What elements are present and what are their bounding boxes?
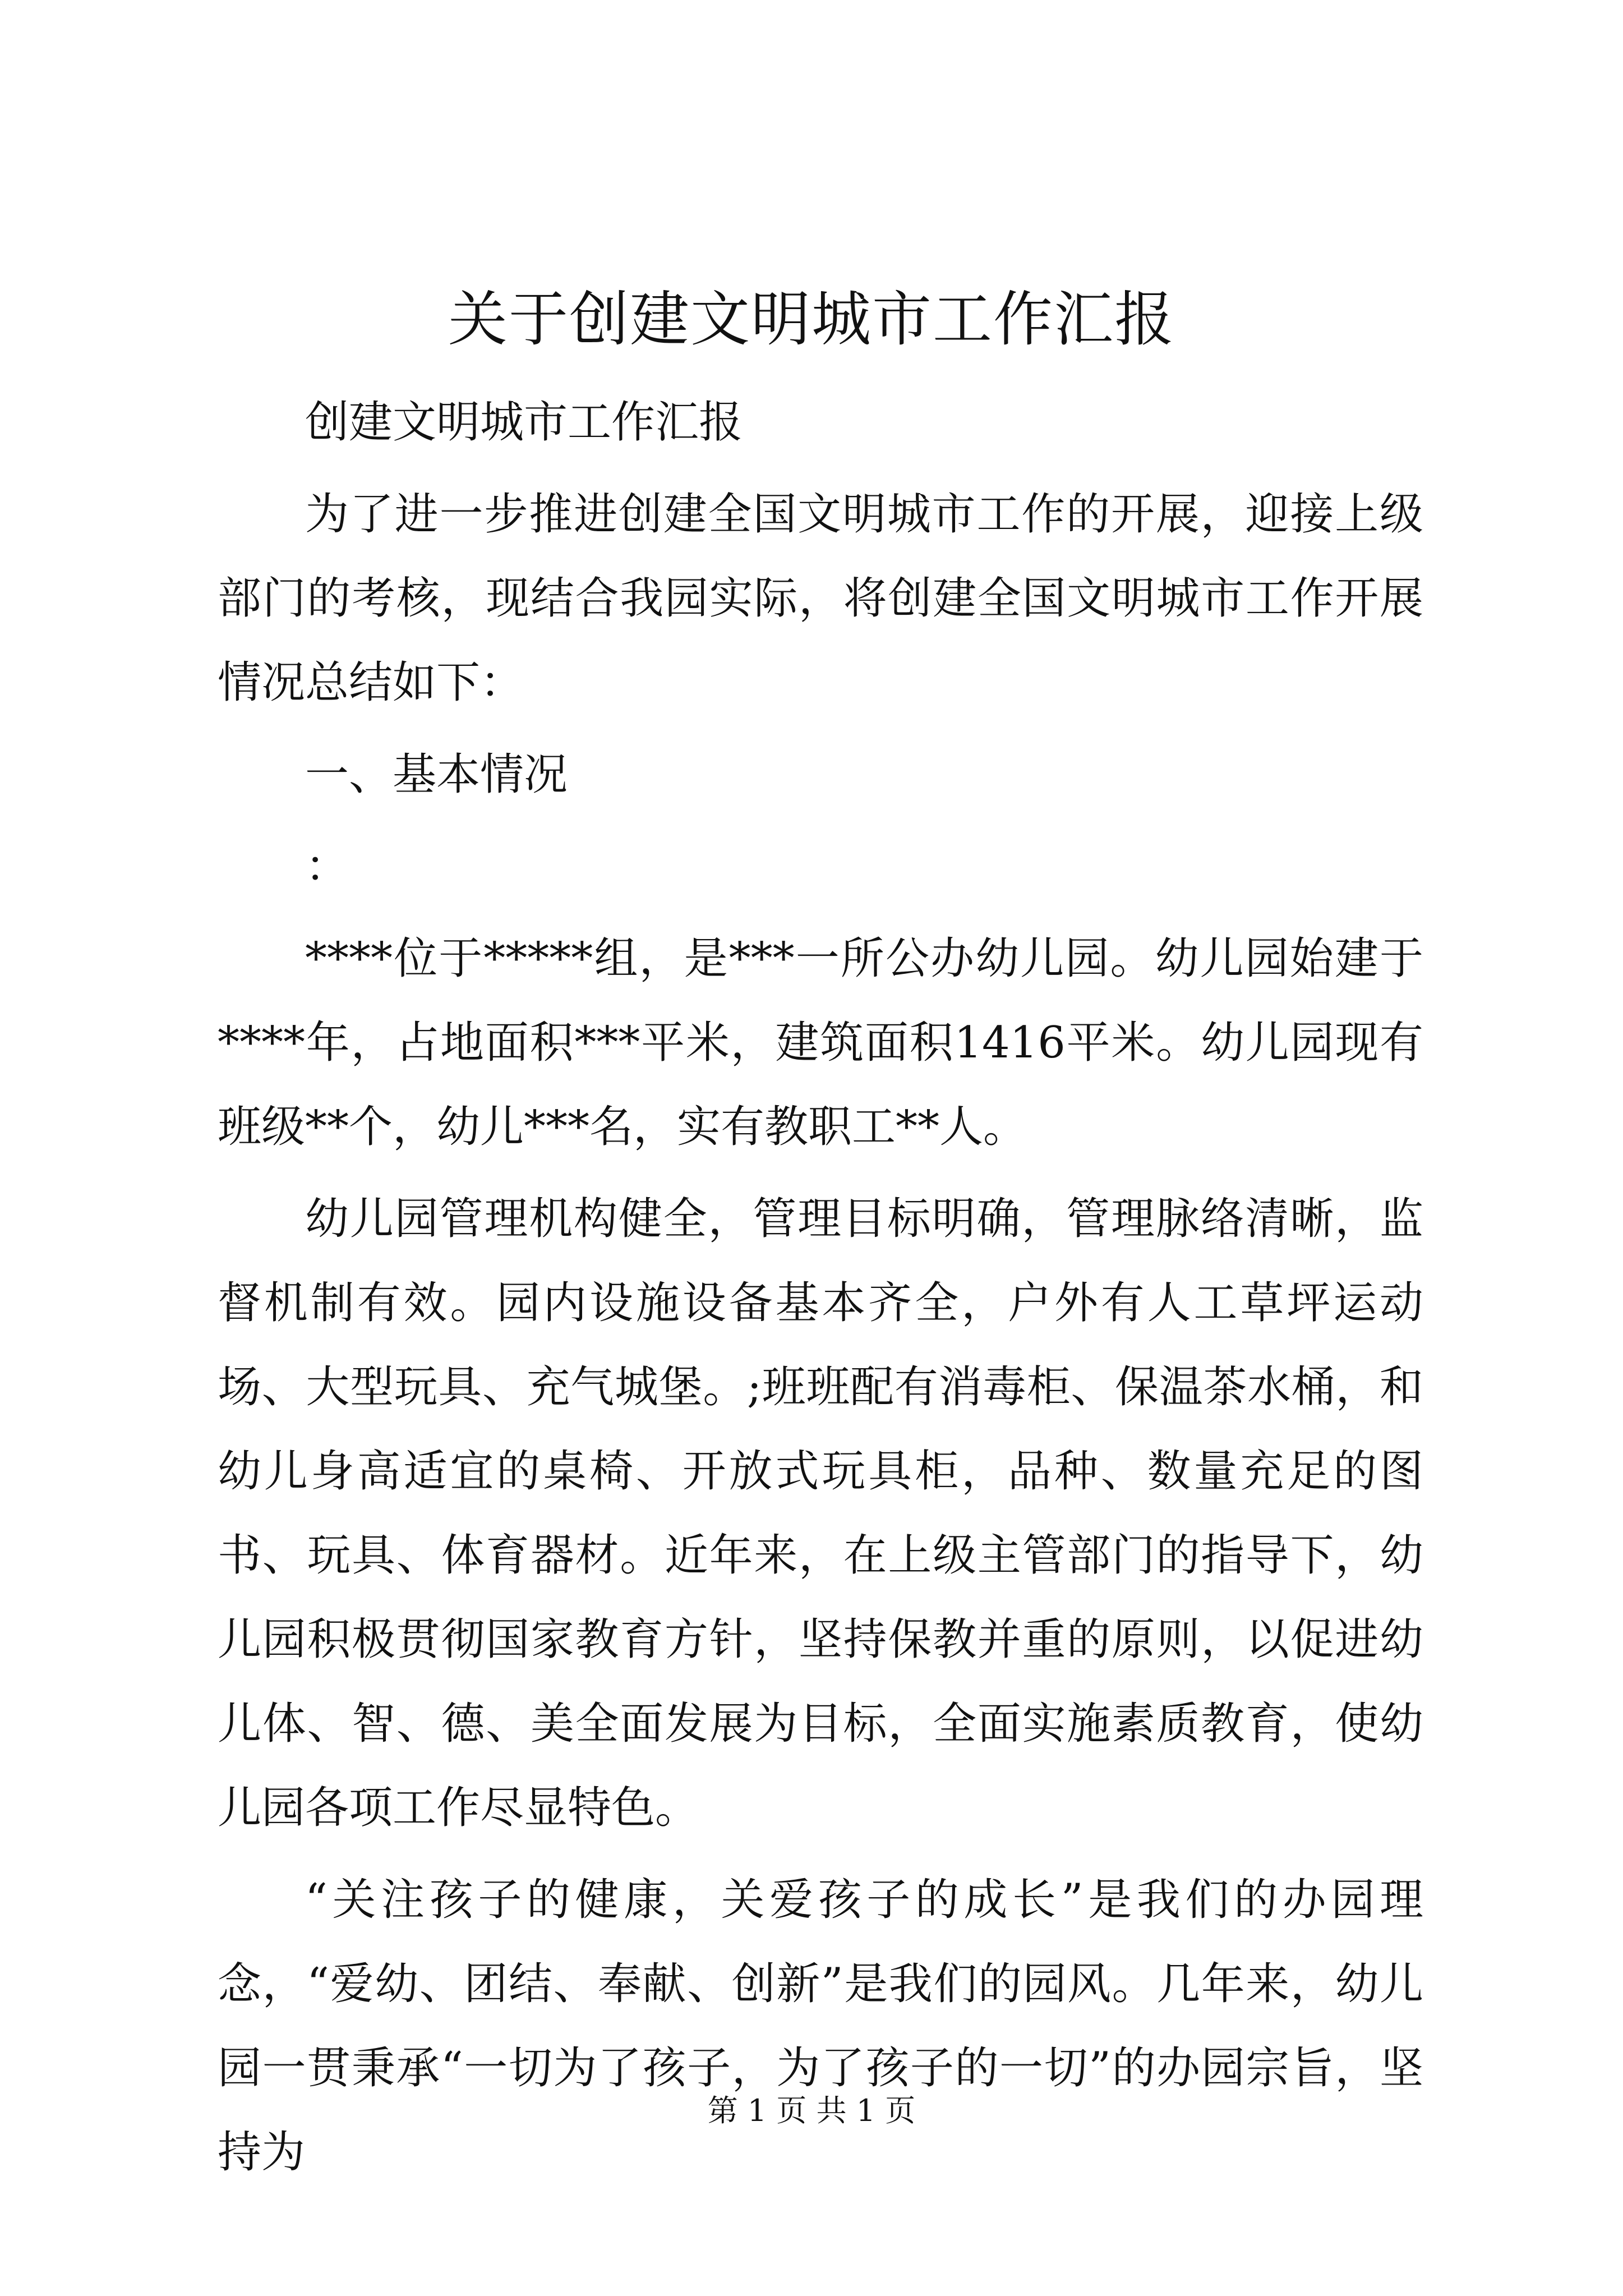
page-footer: 第 1 页 共 1 页 xyxy=(707,2093,916,2128)
document-body xyxy=(218,380,1423,2202)
section-heading-basic-situation: 一、基本情况 xyxy=(305,749,568,800)
paragraph-philosophy: “关注孩子的健康，关爱孩子的成长”是我们的办园理念，“爱幼、团结、奉献、创新”是我们的园风。几年来，幼儿园一贯秉承“一切为了孩子，为了孩子的一切”的办园宗旨，坚持为 xyxy=(218,1875,1423,2178)
paragraph-kindergarten-overview: ****位于*****组，是***一所公办幼儿园。幼儿园始建于****年，占地面积***平米，建筑面积1416平米。幼儿园现有班级**个，幼儿***名，实有教职工**人。 xyxy=(218,933,1423,1152)
document-title: 关于创建文明城市工作汇报 xyxy=(448,285,1175,354)
paragraph-subtitle: 创建文明城市工作汇报 xyxy=(305,397,743,448)
paragraph-intro: 为了进一步推进创建全国文明城市工作的开展，迎接上级部门的考核，现结合我园实际，将创建全国文明城市工作开展情况总结如下： xyxy=(218,489,1423,708)
paragraph-colon: ： xyxy=(305,841,349,892)
paragraph-management-facilities: 幼儿园管理机构健全，管理目标明确，管理脉络清晰，监督机制有效。园内设施设备基本齐全，户外有人工草坪运动场、大型玩具、充气城堡。;班班配有消毒柜、保温茶水桶，和幼儿身高适宜的桌椅、开放式玩具柜，品种、数量充足的图书、玩具、体育器材。近年来，在上级主管部门的指导下，幼儿园积极贯彻国家教育方针，坚持保教并重的原则，以促进幼儿体、智、德、美全面发展为目标，全面实施素质教育，使幼儿园各项工作尽显特色。 xyxy=(218,1194,1423,1833)
